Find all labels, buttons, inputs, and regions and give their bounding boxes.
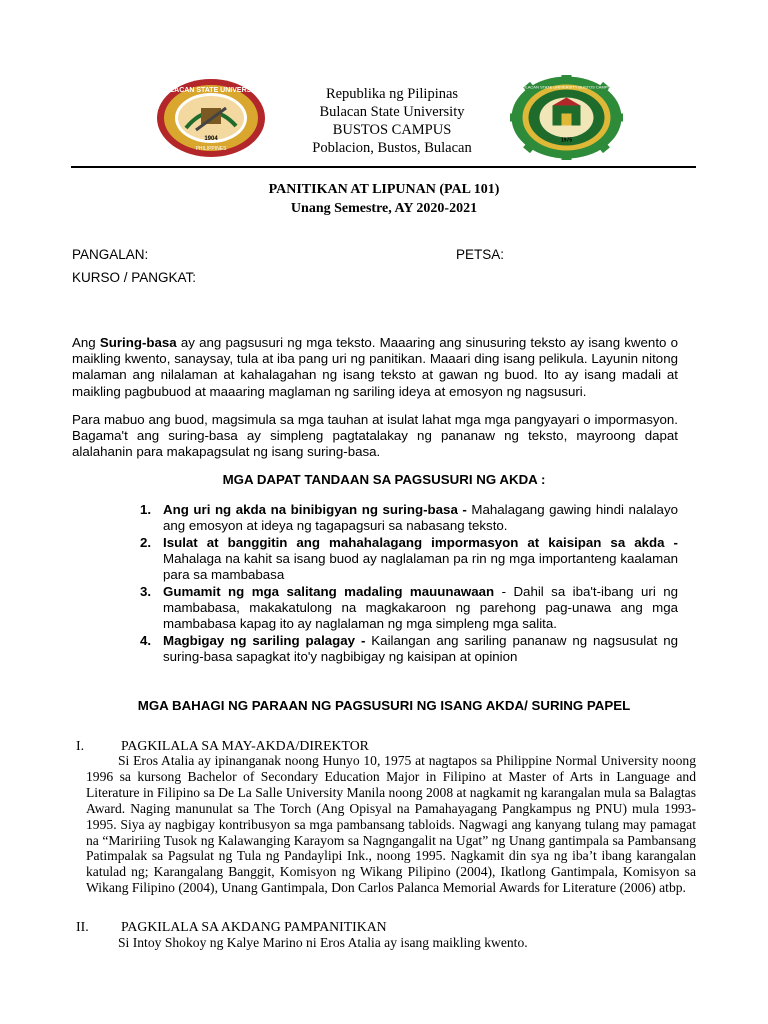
seal-year: 1904 (204, 136, 218, 142)
section-2-body: Si Intoy Shokoy ng Kalye Marino ni Eros Atalia ay isang maikling kwento. (118, 935, 528, 950)
parts-heading: MGA BAHAGI NG PARAAN NG PAGSUSURI NG ISANG AKDA/ SURING PAPEL (137, 698, 631, 713)
letterhead-line-republic: Republika ng Pilipinas (325, 86, 459, 102)
intro-paragraph-2: Para mabuo ang buod, magsimula sa mga tauhan at isulat lahat mga mga pangyayari o impormasyon. Bagama't ang suring-basa ay simpleng pagtatalakay ng pananaw ng teksto, mayroong dapat alalahanin para makapagsulat ng isang suring-basa. (72, 412, 678, 460)
gear-seal-ring-text: BULACAN STATE UNIVERSITY BUSTOS CAMPUS (519, 84, 614, 90)
intro-paragraph-1: Ang Suring-basa ay ang pagsusuri ng mga teksto. Maaaring ang sinusuring teksto ay isang kwento o maikling kwento, sanaysay, tula at iba pang uri ng panitikan. Maaari ding isang pelikula. Layunin nitong malaman ang nilalaman at kahalagahan ng isang teksto at gawan ng buod. Ito ay isang madali at maikling pagbubuod at maaaring maglaman ng sariling ideya at emosyon ng nagsusuri. (72, 335, 678, 399)
tips-heading: MGA DAPAT TANDAAN SA PAGSUSURI NG AKDA : (222, 472, 546, 487)
bustos-campus-seal-logo (510, 75, 623, 160)
letterhead-line-university: Bulacan State University (319, 104, 465, 120)
list-item: 1. Ang uri ng akda na binibigyan ng suring-basa - Mahalagang gawing hindi nalalayo ang emosyon at ideya ng tagapagsuri sa nabasang teksto. (140, 502, 678, 534)
tips-list (133, 502, 678, 666)
letterhead-line-campus: BUSTOS CAMPUS (332, 122, 452, 138)
letterhead (272, 85, 512, 157)
course-title: PANITIKAN AT LIPUNAN (PAL 101) (268, 182, 500, 197)
section-2-title: PAGKILALA SA AKDANG PAMPANITIKAN (121, 919, 387, 934)
gear-seal-year: 1975 (560, 137, 573, 144)
course-section-field-label: KURSO / PANGKAT: (72, 270, 197, 285)
name-field-label: PANGALAN: (72, 247, 149, 262)
section-1-body: Si Eros Atalia ay ipinanganak noong Hunyo 10, 1975 at nagtapos sa Philippine Normal University noong 1996 sa kursong Bachelor of Secondary Education Major in Filipino at Master of Arts in Language and Literature in Filipino sa De La Salle University Manila noong 2008 at nagkamit ng karangalan mula sa Balagtas Award. Naging manunulat sa The Torch (Ang Opisyal na Pamahayagang Pangkampus ng PNU) mula 1993-1995. Siya ay nagbigay kontribusyon sa mga pambansang tabloids. Nagwagi ang kanyang tulang may pamagat na “Maririing Tusok ng Kalawanging Karayom sa Nagngangalit na Ugat” ng Unang gantimpala sa Pambansang Patimpalak sa Pagsulat ng Tula ng Pandaylipi Ink., noong 1995. Nagkamit din sya ng iba’t ibang karangalan katulad ng; Karangalang Banggit, Komisyon ng Wikang Pilipino (2004), Ikatlong Gantimpala, Komisyon sa Wikang Filipino (2004), Unang Gantimpala, Don Carlos Palanca Memorial Awards for Literature (2006) atbp. (86, 753, 696, 896)
section-2-numeral: II. (76, 919, 89, 934)
seal-bottom-text: PHILIPPINES (195, 146, 227, 152)
seal-ring-text: BULACAN STATE UNIVERSITY (159, 87, 263, 94)
list-item: 4. Magbigay ng sariling palagay - Kailangan ang sariling pananaw ng nagsusulat ng suring-basa sapagkat ito'y nagbibigay ng kaisipan at opinion (140, 633, 679, 665)
header-divider (71, 166, 696, 168)
letterhead-line-address: Poblacion, Bustos, Bulacan (312, 140, 472, 156)
date-field-label: PETSA: (456, 247, 505, 262)
course-heading (0, 180, 768, 218)
list-item: 2. Isulat at banggitin ang mahahalagang impormasyon at kaisipan sa akda - Mahalaga na kahit sa isang buod ay naglalaman pa rin ng mga importanteng kaalaman para sa mambabasa (140, 534, 678, 583)
section-1-title: PAGKILALA SA MAY-AKDA/DIREKTOR (121, 738, 369, 753)
bulsu-seal-logo (156, 78, 266, 158)
section-1-numeral: I. (76, 738, 85, 753)
list-item: 3. Gumamit ng mga salitang madaling mauunawaan - Dahil sa iba't-ibang uri ng mambabasa, makakatulong na magkakaroon ng parehong pag-unawa ang mga mambabasa kapag ito ay naglalaman ng mga simpleng mga salita. (140, 584, 678, 632)
term-suring-basa: Suring-basa (99, 335, 177, 350)
course-semester: Unang Semestre, AY 2020-2021 (290, 201, 478, 216)
